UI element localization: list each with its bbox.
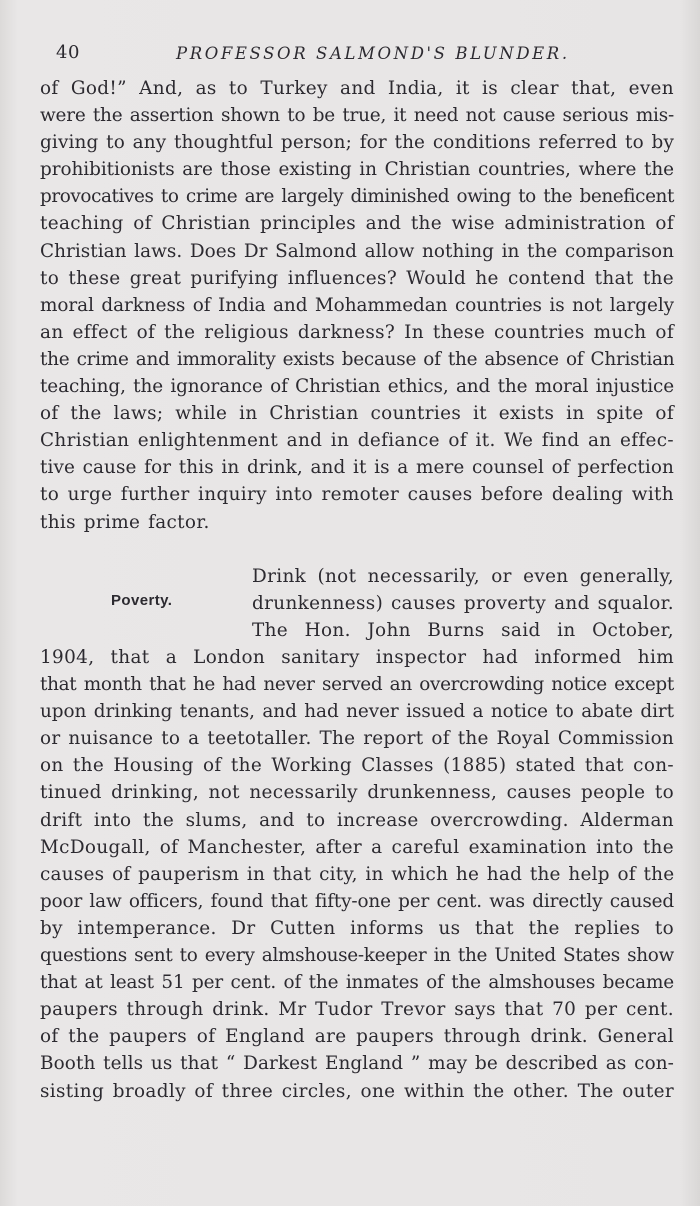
- text-line: McDougall, of Manchester, after a careful examination into the: [40, 836, 674, 858]
- text-line: the crime and immorality exists because of the absence of Christian: [40, 348, 675, 370]
- text-line: giving to any thoughtful person; for the conditions referred to by: [40, 132, 674, 154]
- text-line: Christian enlightenment and in defiance of it. We find an effec-: [40, 430, 674, 452]
- page-number: 40: [56, 42, 80, 63]
- page-header: [56, 40, 656, 70]
- text-line: teaching of Christian principles and the wise administration of: [40, 213, 674, 235]
- running-title: PROFESSOR SALMOND'S BLUNDER.: [176, 44, 570, 63]
- text-line: sisting broadly of three circles, one within the other. The outer: [40, 1080, 674, 1102]
- text-line: The Hon. John Burns said in October,: [252, 620, 674, 642]
- text-line: poor law officers, found that fifty-one per cent. was directly caused: [40, 890, 674, 912]
- text-line: teaching, the ignorance of Christian ethics, and the moral injustice: [40, 376, 674, 398]
- text-line: prohibitionists are those existing in Christian countries, where the: [40, 159, 674, 181]
- text-line: Booth tells us that “ Darkest England ” may be described as con-: [40, 1053, 674, 1075]
- text-line: moral darkness of India and Mohammedan countries is not largely: [40, 294, 674, 316]
- text-line: provocatives to crime are largely diminished owing to the beneficent: [40, 186, 674, 208]
- text-line: of God!” And, as to Turkey and India, it is clear that, even: [40, 78, 674, 99]
- side-heading-poverty: Poverty.: [111, 592, 173, 609]
- text-line: Christian laws. Does Dr Salmond allow nothing in the comparison: [40, 240, 674, 262]
- body-text: [40, 75, 675, 1102]
- text-line: tive cause for this in drink, and it is a mere counsel of perfection: [40, 457, 674, 479]
- text-line: tinued drinking, not necessarily drunkenness, causes people to: [40, 782, 674, 804]
- text-line: on the Housing of the Working Classes (1885) stated that con-: [40, 755, 674, 777]
- text-line: or nuisance to a teetotaller. The report of the Royal Commission: [40, 728, 674, 750]
- paragraph-1: [40, 75, 674, 536]
- indented-lines: [252, 563, 674, 644]
- text-line: drunkenness) causes proverty and squalor.: [252, 593, 674, 615]
- poverty-section-start: [40, 563, 674, 653]
- text-line: of the laws; while in Christian countries it exists in spite of: [40, 403, 674, 425]
- text-line: Drink (not necessarily, or even generally,: [252, 566, 674, 587]
- text-line: of the paupers of England are paupers through drink. General: [40, 1026, 674, 1048]
- text-line: an effect of the religious darkness? In these countries much of: [40, 321, 674, 343]
- paragraph-2: [40, 644, 674, 1105]
- text-line: that month that he had never served an overcrowding notice except: [40, 674, 674, 696]
- text-line: this prime factor.: [40, 511, 210, 533]
- text-line: by intemperance. Dr Cutten informs us that the replies to: [40, 917, 674, 939]
- text-line: questions sent to every almshouse-keeper in the United States show: [40, 945, 674, 967]
- text-line: upon drinking tenants, and had never issued a notice to abate dirt: [40, 701, 674, 723]
- text-line: that at least 51 per cent. of the inmates of the almshouses became: [40, 972, 674, 994]
- text-line: 1904, that a London sanitary inspector had informed him: [40, 647, 674, 668]
- text-line: to urge further inquiry into remoter causes before dealing with: [40, 484, 674, 506]
- text-line: to these great purifying influences? Would he contend that the: [40, 267, 674, 289]
- text-line: drift into the slums, and to increase overcrowding. Alderman: [40, 809, 674, 831]
- text-line: causes of pauperism in that city, in which he had the help of the: [40, 863, 675, 885]
- text-line: paupers through drink. Mr Tudor Trevor says that 70 per cent.: [40, 999, 674, 1021]
- text-line: were the assertion shown to be true, it need not cause serious mis-: [40, 105, 674, 127]
